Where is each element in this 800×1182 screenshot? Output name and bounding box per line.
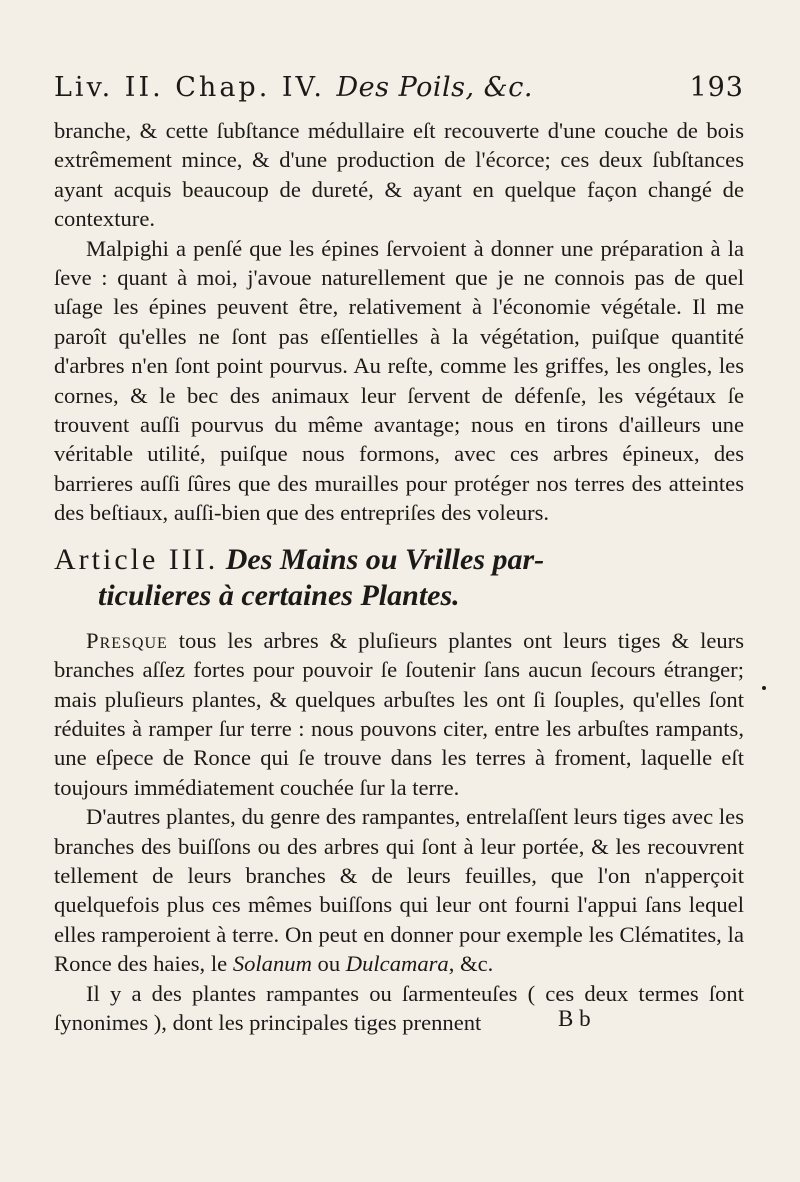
italic-solanum: Solanum	[232, 951, 312, 977]
running-head	[54, 72, 744, 116]
running-head-chapter: Liv. II. Chap. IV. Des Poils, &c.	[54, 72, 533, 103]
paragraph-sarmenteuses: Il y a des plantes rampantes ou ſarmenteuſes ( ces deux termes ſont ſynonimes ), dont les principales tiges prennent	[54, 980, 744, 1035]
italic-dulcamara: Dulcamara	[345, 951, 449, 977]
paragraph-presque: Presque tous les arbres & pluſieurs plantes ont leurs tiges & leurs branches aſſez fortes pour pouvoir ſe ſoutenir ſans aucun ſecours étranger; mais pluſieurs plantes, & quelques arbuſtes les ont ſi ſouples, qu'elles ſont réduites à ramper ſur terre : nous pouvons citer, entre les arbuſtes rampants, une eſpece de Ronce qui ſe trouve dans les terres à froment, laquelle eſt toujours immédiatement couchée ſur la terre.	[54, 627, 744, 800]
book-page	[54, 72, 744, 1037]
margin-mark	[762, 686, 766, 690]
paragraph-autres-plantes: D'autres plantes, du genre des rampantes, entrelaſſent leurs tiges avec les branches des buiſſons ou des arbres qui ſont à leur portée, & les recouvrent tellement de leurs branches & de leurs feuilles, que l'on n'apperçoit quelquefois plus ces mêmes buiſſons qui leur ont fourni l'appui ſans lequel elles ramperoient à terre. On peut en donner pour exemple les Clématites, la Ronce des haies, le Solanum ou Dulcamara, &c.	[54, 804, 744, 977]
article-text	[54, 626, 744, 1038]
running-head-title: Des Poils, &c.	[336, 72, 533, 103]
paragraph-continuation: branche, & cette ſubſtance médullaire eſt recouverte d'une couche de bois extrêmement mince, & d'une production de l'écorce; ces deux ſubſtances ayant acquis beaucoup de dureté, & ayant en quelque façon changé de contexture.	[54, 118, 744, 232]
article-title-line1: Des Mains ou Vrilles par-	[225, 542, 545, 576]
signature-mark: B b	[558, 1006, 591, 1031]
article-heading	[54, 542, 744, 614]
article-title-line2: ticulieres à certaines Plantes.	[98, 578, 460, 612]
paragraph-malpighi: Malpighi a penſé que les épines ſervoient à donner une préparation à la ſeve : quant à moi, j'avoue naturellement que je ne connois pas de quel uſage les épines peuvent être, relativement à l'économie végétale. Il me paroît qu'elles ne ſont pas eſſentielles à la végétation, puiſque quantité d'arbres n'en ſont point pourvus. Au reſte, comme les griffes, les ongles, les cornes, & le bec des animaux leur ſervent de défenſe, les végétaux ſe trouvent auſſi pourvus du même avantage; nous en tirons d'ailleurs une véritable utilité, puiſque nous formons, avec ces arbres épineux, des barrieres auſſi ſûres que des murailles pour protéger nos terres des atteintes des beſtiaux, auſſi-bien que des entrepriſes des voleurs.	[54, 235, 744, 526]
main-text	[54, 116, 744, 528]
paragraph-lead-word: Presque	[86, 627, 168, 653]
article-label: Article III.	[54, 542, 219, 576]
page-number: 193	[689, 72, 744, 103]
